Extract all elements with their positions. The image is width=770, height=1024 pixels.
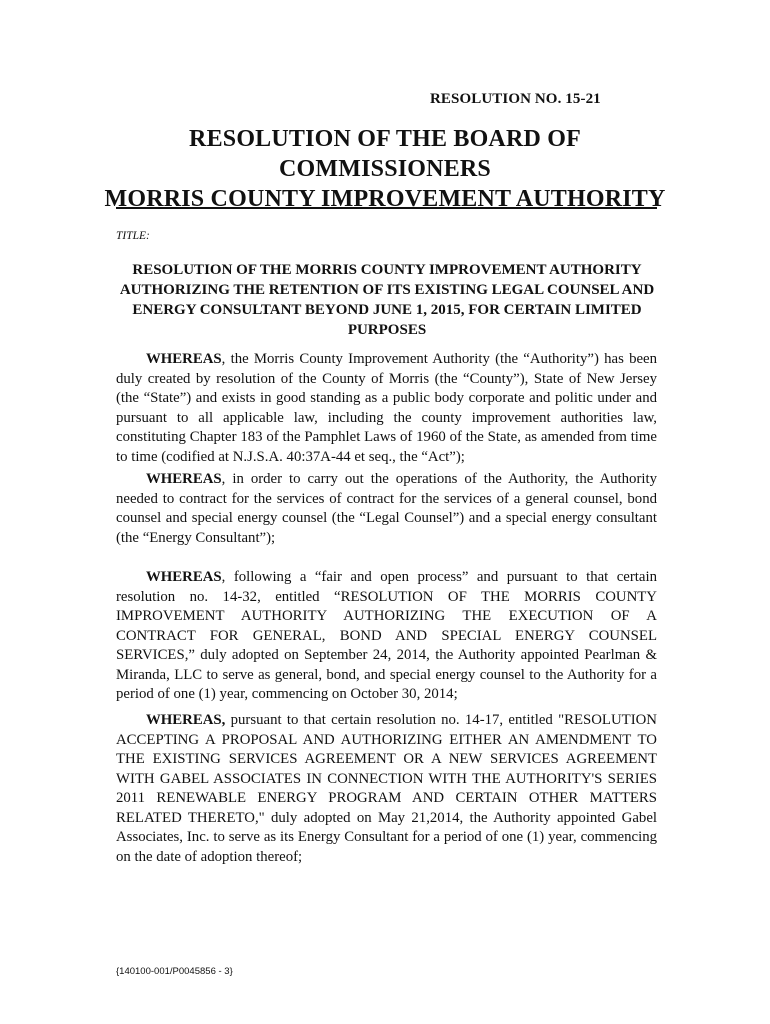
paragraph-text: , the Morris County Improvement Authority (the “Authority”) has been duly created by resolution of the County of Morris (the “County”), State of New Jersey (the “State”) and exists in good standing as a public body corporate and politic under and pursuant to all applicable law, including the county improvement authorities law, constituting Chapter 183 of the Pamphlet Laws of 1960 of the State, as amended from time to time (codified at N.J.S.A. 40:37A-44 et seq., the “Act”); <box>116 351 657 465</box>
paragraph-text: , following a “fair and open process” and pursuant to that certain resolution no. 14-32, entitled “RESOLUTION OF THE MORRIS COUNTY IMPROVEMENT AUTHORITY AUTHORIZING THE EXECUTION OF A CONTRACT FOR GENERAL, BOND AND SPECIAL ENERGY COUNSEL SERVICES,” duly adopted on September 24, 2014, the Authority appointed Pearlman & Miranda, LLC to serve as general, bond, and special energy counsel to the Authority for a period of one (1) year, commencing on October 30, 2014; <box>116 569 657 702</box>
whereas-lead: WHEREAS <box>146 471 222 487</box>
whereas-lead: WHEREAS <box>146 351 222 367</box>
heading-divider <box>116 207 657 209</box>
whereas-paragraph-2 <box>116 470 657 548</box>
paragraph-text: , in order to carry out the operations of the Authority, the Authority needed to contract for the services of contract for the services of a general counsel, bond counsel and special energy counsel (the “Legal Counsel”) and a special energy consultant (the “Energy Consultant”); <box>116 471 657 546</box>
paragraph-text: pursuant to that certain resolution no. 14-17, entitled "RESOLUTION ACCEPTING A PROPOSAL AND AUTHORIZING EITHER AN AMENDMENT TO THE EXISTING SERVICES AGREEMENT OR A NEW SERVICES AGREEMENT WITH GABEL ASSOCIATES IN CONNECTION WITH THE AUTHORITY'S SERIES 2011 RENEWABLE ENERGY PROGRAM AND CERTAIN OTHER MATTERS RELATED THERETO," duly adopted on May 21,2014, the Authority appointed Gabel Associates, Inc. to serve as its Energy Consultant for a period of one (1) year, commencing on the date of adoption thereof; <box>116 712 657 865</box>
document-heading <box>104 124 666 214</box>
heading-line-2: MORRIS COUNTY IMPROVEMENT AUTHORITY <box>104 186 666 212</box>
title-label: TITLE: <box>116 230 150 242</box>
heading-line-1: RESOLUTION OF THE BOARD OF COMMISSIONERS <box>189 126 581 182</box>
whereas-lead: WHEREAS, <box>146 712 226 728</box>
resolution-subject: RESOLUTION OF THE MORRIS COUNTY IMPROVEMENT AUTHORITY AUTHORIZING THE RETENTION OF ITS EXISTING LEGAL COUNSEL AND ENERGY CONSULTANT BEYOND JUNE 1, 2015, FOR CERTAIN LIMITED PURPOSES <box>119 262 655 338</box>
document-footer-id: {140100-001/P0045856 - 3} <box>116 966 233 977</box>
whereas-paragraph-3 <box>116 568 657 705</box>
whereas-paragraph-4 <box>116 711 657 867</box>
resolution-number: RESOLUTION NO. 15-21 <box>430 91 601 107</box>
whereas-paragraph-1 <box>116 350 657 467</box>
whereas-lead: WHEREAS <box>146 569 222 585</box>
